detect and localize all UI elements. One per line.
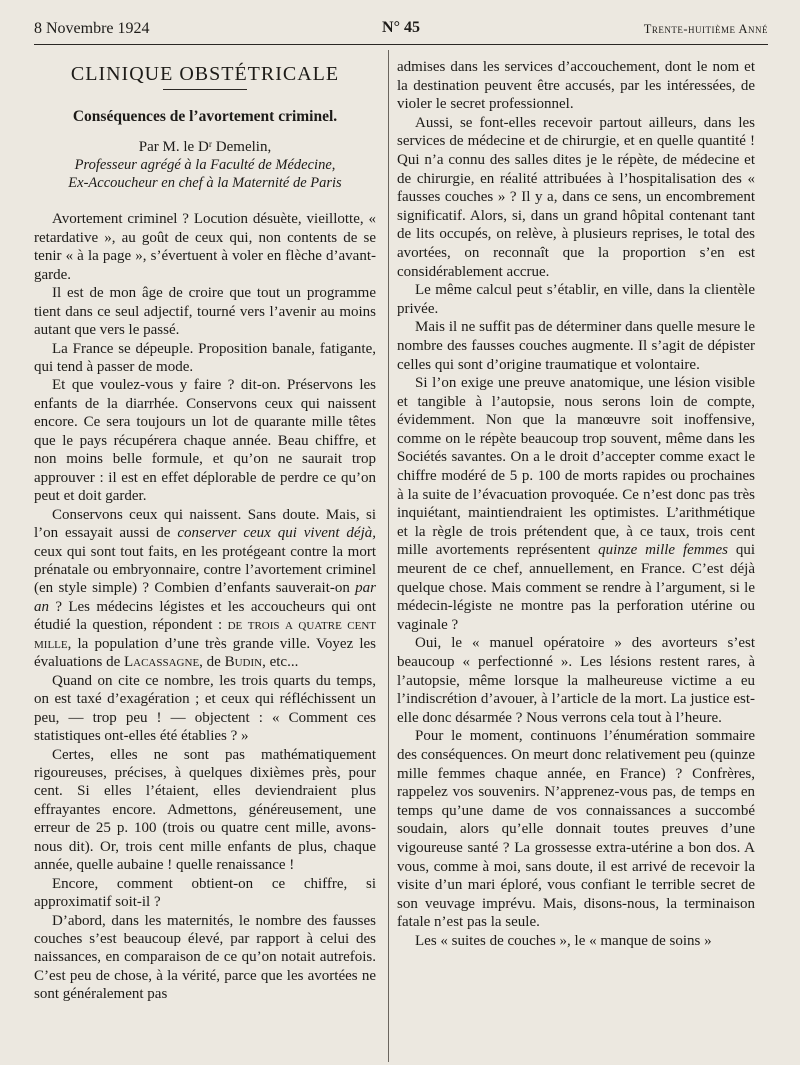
section-heading: CLINIQUE OBSTÉTRICALE [70, 63, 340, 85]
cited-name: Lacassagne [123, 654, 200, 671]
paragraph: Et que voulez-vous y faire ? dit-on. Préservons les enfants de la diarrhée. Conservons ceux qui naissent encore. Ce sera toujours un lot de quarante mille têtes que le pays récupérera chaque année. Beau chiffre, et non moins belle formule, et qu’on ne saurait trop approuver : il est en effet déplorable de perdre ce qu’on peut et doit garder. [34, 377, 376, 505]
paragraph [397, 374, 755, 634]
small-caps-figure: de trois a quatre cent mille, [34, 617, 377, 652]
paragraph [34, 506, 376, 672]
paragraph: Pour le moment, continuons l’énumération sommaire des conséquences. On meurt donc relativement peu (quinze mille femmes chaque année, en France) ? Confrères, rappelez vos souvenirs. N’apprenez-vous pas, de temps en temps qu’une dame de vos connaissances a succombé soudain, alors qu’elle donnait toutes preuves d’une vigoureuse santé ? La grossesse extra-utérine a bon dos. A vous, comme à moi, sans doute, il est arrivé de recevoir la visite d’un mari éploré, vous confiant le terrible secret de son veuvage imprévu. Mais, disons-nous, la terminaison fatale n’est pas la seule. [397, 728, 755, 931]
right-column [397, 58, 755, 951]
paragraph: Quand on cite ce nombre, les trois quarts du temps, on est taxé d’exagération ; et ceux qui réfléchissent un peu, — trop peu ! — objectent : « Comment ces statistiques ont-elles été établies ? » [34, 672, 376, 745]
heading-rule [163, 89, 247, 90]
text-run: , etc... [262, 654, 299, 671]
emphasis: par an [34, 580, 376, 615]
paragraph: La France se dépeuple. Proposition banale, fatigante, qui tend à passer de mode. [34, 340, 376, 375]
left-column [34, 57, 376, 1004]
text-run: , de [199, 654, 221, 671]
page-header [34, 18, 768, 45]
emphasis: conserver ceux qui vivent déjà, [177, 525, 377, 542]
issue-number: N° 45 [382, 19, 420, 36]
emphasis: quinze mille femmes [598, 542, 728, 559]
text-run: Si l’on exige une preuve anatomique, une lésion visible et tangible à l’autopsie, nous serons loin de compte, évidemment. Non que la manœuvre soit inoffensive, comme on le répète beaucoup trop souvent, même dans les Sociétés savantes. On a le droit d’accepter comme exact le chiffre modéré de 5 p. 100 de morts rapides ou prochaines à la suite de l’évacuation provoquée. Ce n’est donc pas très inquiétant, maintiendraient les optimistes. L’arithmétique et la règle de trois prétendent que, à ce taux, trois cent mille avortements représentent [397, 375, 755, 559]
article-author: Par M. le Dʳ Demelin, [138, 138, 272, 155]
paragraph: Avortement criminel ? Locution désuète, vieillotte, « retardative », au goût de ceux qui, non contents de se tenir « à la page », s’évertuent à voler en flèche d’avant-garde. [34, 211, 376, 283]
paragraph: D’abord, dans les maternités, le nombre des fausses couches s’est beaucoup élevé, par rapport à celui des naissances, en comparaison de ce qu’on notait autrefois. C’est peu de chose, à la vérité, parce que les avortées ne sont généralement pas [34, 912, 376, 1003]
paragraph: admises dans les services d’accouchement, dont le nom et la destination peuvent être accusés, par les intéressées, de violer le secret professionnel. [397, 59, 755, 113]
paragraph: Mais il ne suffit pas de déterminer dans quelle mesure le nombre des fausses couches augmente. Il s’agit de dépister celles qui sont d’origine traumatique et volontaire. [397, 319, 755, 373]
paragraph: Oui, le « manuel opératoire » des avorteurs s’est beaucoup « perfectionné ». Les lésions restent rares, à l’autopsie, même lorsque la malheureuse victime a eu l’indiscrétion d’avouer, à l’article de la mort. La justice est-elle donc désarmée ? Nous verrons cela tout à l’heure. [397, 635, 755, 726]
paragraph: Aussi, se font-elles recevoir partout ailleurs, dans les services de médecine et de chirurgie, et en quelle quantité ! Qui n’a connu des salles dites je le répète, de médecine et de chirurgie, en réalité attribuées à l’hospitalisation des « fausses couches » ? Il y a, dans ce sens, un encombrement significatif. Alors, si, dans un grand hôpital contenant tant de lits occupés, on relève, à plusieurs reprises, le total des avortées, on reconnaît que la proportion s’en est considérablement accrue. [397, 114, 755, 280]
paragraph: Les « suites de couches », le « manque de soins » [415, 932, 712, 949]
paragraph: Le même calcul peut s’établir, en ville, dans la clientèle privée. [397, 282, 755, 317]
text-run: ceux qui sont tout faits, en les protégeant contre la mort prénatale ou embryonnaire, contre l’avortement criminel (en style simple) ? Combien d’enfants sauverait-on [34, 543, 376, 597]
text-run: la population d’une très grande ville. Voyez les évaluations de [34, 635, 377, 671]
affiliation-line-1: Professeur agrégé à la Faculté de Médecine, [74, 157, 336, 174]
paragraph: Il est de mon âge de croire que tout un programme tient dans ce seul adjectif, tourné vers l’avenir au moins autant que vers le passé. [34, 285, 376, 339]
text-run: Conservons ceux qui naissent. Sans doute. Mais, si l’on essayait aussi de [34, 506, 376, 542]
column-divider [388, 50, 389, 1062]
publication-year: Trente-huitième Anné [643, 22, 768, 36]
paragraph: Encore, comment obtient-on ce chiffre, si approximatif soit-il ? [34, 875, 376, 911]
article-title: Conséquences de l’avortement criminel. [72, 108, 338, 126]
text-run: qui meurent de ce chef, annuellement, en France. C’est déjà quelque chose. Mais comment se rendre à l’argument, si le médecin-légiste ne montre pas la perforation utérine ou vaginale ? [397, 542, 755, 633]
affiliation-line-2: Ex-Accoucheur en chef à la Maternité de Paris [68, 175, 342, 192]
issue-date: 8 Novembre 1924 [34, 20, 150, 37]
author-affiliation [34, 156, 376, 192]
paragraph: Certes, elles ne sont pas mathématiquement rigoureuses, précises, à quelques dixièmes près, pour cent. Si elles l’étaient, elles deviendraient plus effrayantes encore. Admettons, généreusement, une erreur de 25 p. 100 (trois ou quatre cent mille, avons-nous dit). Or, trois cent mille enfants de plus, chaque année, quelle aubaine ! quelle renaissance ! [34, 746, 376, 874]
text-run: ? Les médecins légistes et les accoucheurs qui ont étudié la question, répondent : [34, 598, 376, 634]
cited-name: Budin [224, 654, 263, 671]
